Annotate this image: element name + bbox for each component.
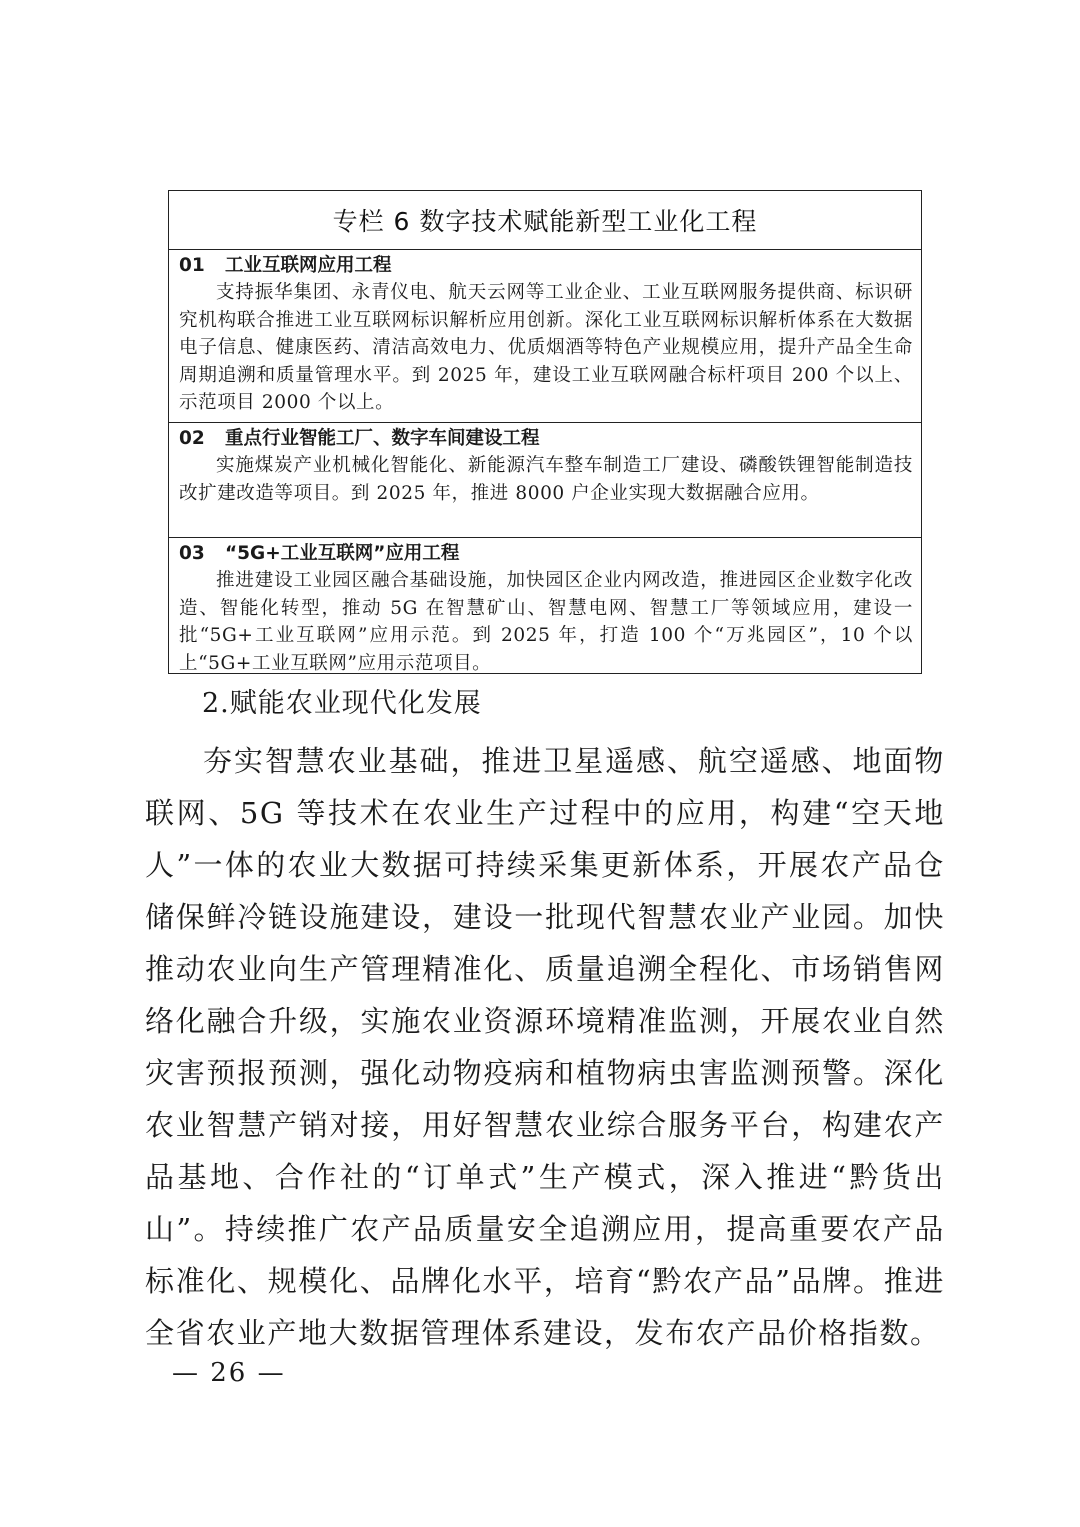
subsection-heading: 2.赋能农业现代化发展 bbox=[202, 688, 482, 719]
section-number: 02 bbox=[179, 428, 205, 449]
section-body: 支持振华集团、永青仪电、航天云网等工业企业、工业互联网服务提供商、标识研究机构联合推进工业互联网标识解析应用创新。深化工业互联网标识解析体系在大数据电子信息、健康医药、清洁高效电力、优质烟酒等特色产业规模应用，提升产品全生命周期追溯和质量管理水平。到 2025 年，建设工业互联网融合标杆项目 200 个以上、示范项目 2000 个以上。 bbox=[179, 282, 913, 413]
section-heading bbox=[179, 541, 913, 567]
body-paragraph: 夯实智慧农业基础，推进卫星遥感、航空遥感、地面物联网、5G 等技术在农业生产过程中的应用，构建“空天地人”一体的农业大数据可持续采集更新体系，开展农产品仓储保鲜冷链设施建设，建设一批现代智慧农业产业园。加快推动农业向生产管理精准化、质量追溯全程化、市场销售网络化融合升级，实施农业资源环境精准监测，开展农业自然灾害预报预测，强化动物疫病和植物病虫害监测预警。深化农业智慧产销对接，用好智慧农业综合服务平台，构建农产品基地、合作社的“订单式”生产模式，深入推进“黔货出山”。持续推广农产品质量安全追溯应用，提高重要农产品标准化、规模化、品牌化水平，培育“黔农产品”品牌。推进全省农业产地大数据管理体系建设，发布农产品价格指数。 bbox=[145, 744, 945, 1350]
box-section-03 bbox=[169, 538, 921, 674]
box-section-02 bbox=[169, 423, 921, 538]
section-heading bbox=[179, 426, 913, 452]
page-number: — 26 — bbox=[172, 1358, 286, 1388]
section-body: 推进建设工业园区融合基础设施，加快园区企业内网改造，推进园区企业数字化改造、智能化转型，推动 5G 在智慧矿山、智慧电网、智慧工厂等领域应用，建设一批“5G+工业互联网”应用示范。到 2025 年，打造 100 个“万兆园区”，10 个以上“5G+工业互联网”应用示范项目。 bbox=[179, 570, 913, 674]
box-title: 专栏 6 数字技术赋能新型工业化工程 bbox=[169, 191, 921, 250]
section-title: “5G+工业互联网”应用工程 bbox=[225, 543, 460, 564]
section-body: 实施煤炭产业机械化智能化、新能源汽车整车制造工厂建设、磷酸铁锂智能制造技改扩建改造等项目。到 2025 年，推进 8000 户企业实现大数据融合应用。 bbox=[179, 455, 913, 504]
section-number: 03 bbox=[179, 543, 205, 564]
section-title: 重点行业智能工厂、数字车间建设工程 bbox=[225, 428, 540, 449]
section-heading bbox=[179, 253, 913, 279]
section-number: 01 bbox=[179, 255, 205, 276]
feature-box bbox=[168, 190, 922, 674]
section-title: 工业互联网应用工程 bbox=[225, 255, 392, 276]
box-section-01 bbox=[169, 250, 921, 423]
